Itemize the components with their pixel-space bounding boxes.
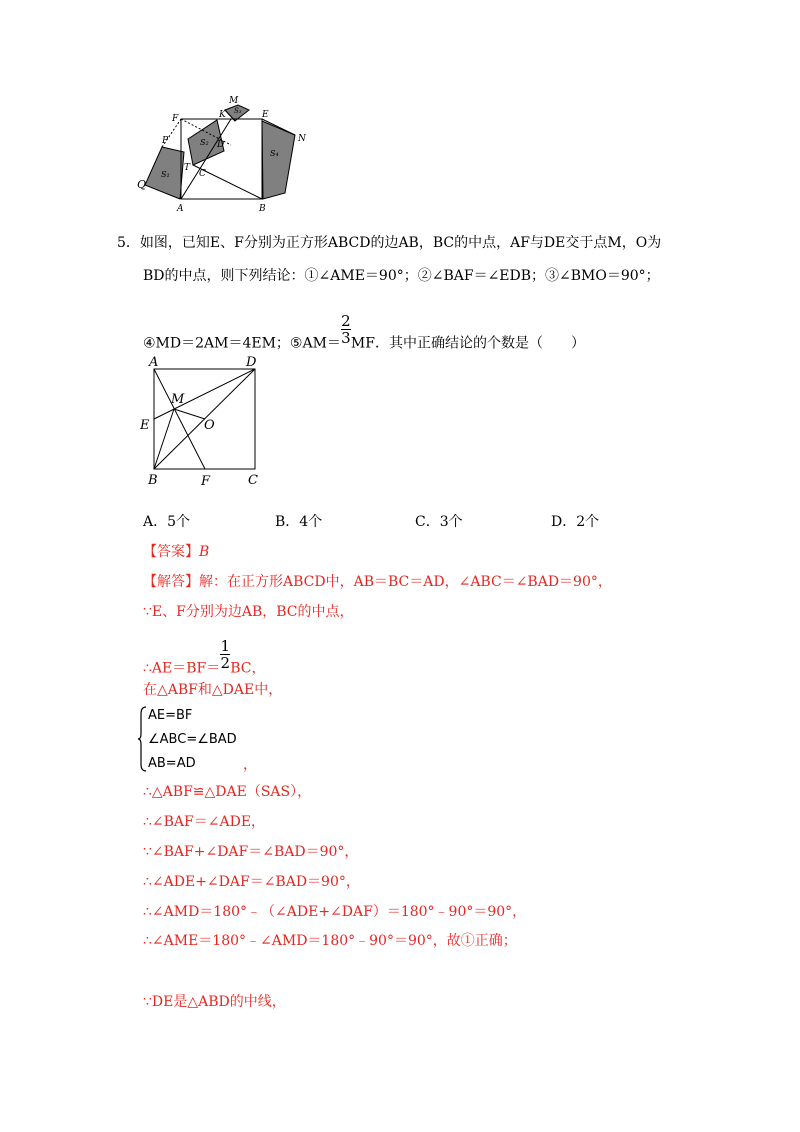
label-A: A — [177, 204, 184, 214]
frac-den-2: 2 — [220, 654, 231, 672]
brace-icon — [138, 706, 148, 772]
question-line-2: BD的中点，则下列结论：①∠AME＝90°；②∠BAF＝∠EDB；③∠BMO＝90°； — [143, 268, 660, 284]
label-D: D — [217, 140, 225, 150]
solution-label: 【解答】 — [143, 574, 199, 590]
equation-1: AE=BF — [148, 708, 193, 723]
label-B: B — [259, 204, 266, 214]
label-C: C — [199, 169, 206, 179]
label-S2: S₂ — [200, 138, 209, 147]
equation-3: AB=AD — [148, 756, 196, 771]
question-text-1: 如图，已知E、F分别为正方形ABCD的边AB，BC的中点，AF与DE交于点M，O为 — [139, 235, 662, 251]
label-N: N — [298, 134, 306, 144]
solution-line-1 — [143, 572, 612, 592]
question-text-3b: MF．其中正确结论的个数是（ ） — [350, 335, 585, 352]
solution-line-9: ∴∠AMD＝180°﹣（∠ADE+∠DAF）＝180°﹣90°＝90°， — [143, 904, 527, 920]
label-O2: O — [204, 418, 215, 433]
label-S4: S₄ — [270, 149, 279, 158]
option-b: B．4个 — [275, 514, 323, 530]
answer-value: B — [199, 544, 210, 560]
label-P: P — [162, 136, 169, 146]
label-S3: S₃ — [234, 107, 242, 115]
label-M2: M — [171, 392, 185, 407]
label-F2: F — [201, 474, 211, 489]
solution-line-6: ∴∠BAF＝∠ADE， — [143, 814, 266, 830]
equation-2: ∠ABC=∠BAD — [148, 732, 237, 747]
answer-line — [143, 542, 209, 562]
solution-text-1: 解：在正方形ABCD中，AB＝BC＝AD，∠ABC＝∠BAD＝90°， — [199, 574, 612, 590]
fraction-two-thirds — [341, 313, 351, 346]
question-line-1 — [117, 233, 661, 253]
label-M: M — [229, 96, 239, 106]
option-c: C．3个 — [415, 514, 463, 530]
fraction-one-half — [220, 638, 230, 671]
frac-den: 3 — [341, 329, 351, 347]
solution-line-10: ∴∠AME＝180°﹣∠AMD＝180°﹣90°＝90°，故①正确； — [143, 933, 517, 949]
figure-pythagoras — [135, 93, 315, 215]
solution-line-8: ∴∠ADE+∠DAF＝∠BAD＝90°， — [143, 874, 360, 890]
solution-line-2: ∵E、F分别为边AB，BC的中点， — [143, 604, 354, 620]
system-comma: ， — [243, 757, 257, 773]
label-C2: C — [248, 473, 258, 488]
option-a: A．5个 — [143, 514, 191, 530]
equation-system — [148, 704, 237, 776]
solution-text-3b: BC， — [230, 660, 266, 677]
answer-label: 【答案】 — [143, 544, 199, 560]
figure-square-abcd — [135, 350, 270, 490]
label-T: T — [184, 163, 191, 173]
label-E2: E — [140, 418, 150, 433]
question-text-3a: ④MD＝2AM＝4EM；⑤AM＝ — [143, 335, 341, 352]
label-B2: B — [148, 473, 158, 488]
label-E: E — [262, 110, 269, 120]
solution-text-3a: ∴AE＝BF＝ — [143, 660, 221, 677]
label-S1: S₁ — [161, 170, 170, 179]
solution-line-5: ∴△ABF≌△DAE（SAS）， — [143, 784, 312, 800]
solution-line-7: ∵∠BAF+∠DAF＝∠BAD＝90°， — [143, 844, 359, 860]
solution-line-11: ∵DE是△ABD的中线， — [143, 994, 286, 1010]
frac-num: 2 — [341, 312, 351, 330]
option-d: D．2个 — [551, 514, 600, 530]
question-number: 5． — [117, 235, 140, 251]
label-A2: A — [149, 355, 159, 370]
label-D2: D — [246, 355, 257, 370]
frac-num-2: 1 — [220, 637, 231, 655]
label-Q: Q — [137, 178, 147, 191]
label-F: F — [172, 114, 179, 124]
solution-line-4: 在△ABF和△DAE中， — [143, 682, 283, 698]
label-K: K — [219, 110, 226, 120]
